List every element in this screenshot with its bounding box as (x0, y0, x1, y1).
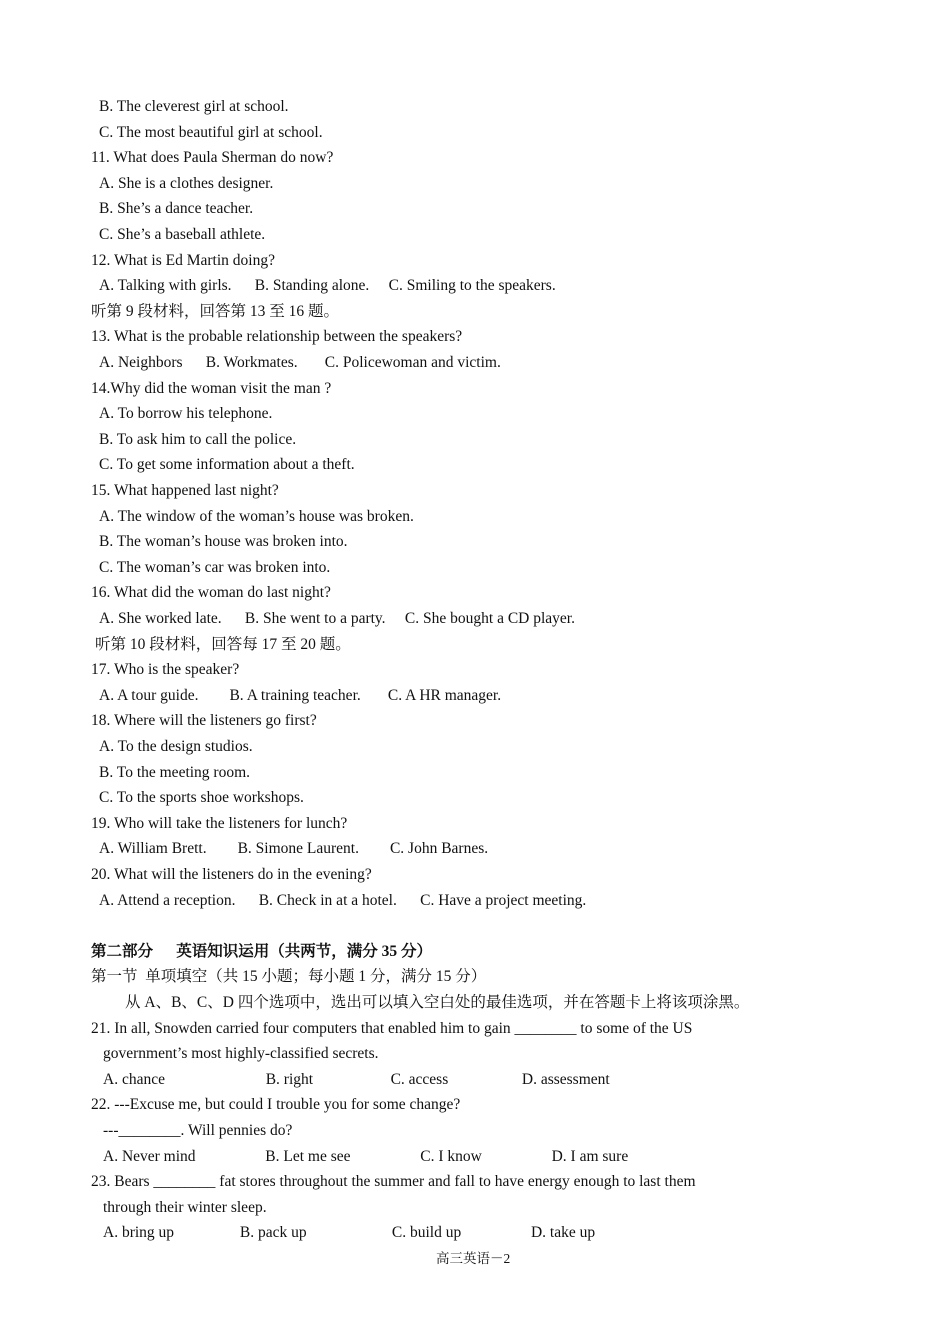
question-continuation: ---________. Will pennies do? (103, 1122, 293, 1139)
instruction-line: 从 A、B、C、D 四个选项中，选出可以填入空白处的最佳选项，并在答题卡上将该项涂黑。 (125, 994, 750, 1011)
option-line: C. To get some information about a theft. (99, 456, 355, 473)
option-line: A. chance B. right C. access D. assessment (103, 1071, 610, 1088)
option-line: A. She worked late. B. She went to a party. C. She bought a CD player. (99, 610, 575, 627)
option-line: C. The most beautiful girl at school. (99, 124, 323, 141)
section-heading: 第二部分 英语知识运用（共两节，满分 35 分） (91, 943, 433, 960)
option-line: A. Neighbors B. Workmates. C. Policewoman and victim. (99, 354, 501, 371)
option-line: A. She is a clothes designer. (99, 175, 274, 192)
option-line: B. The woman’s house was broken into. (99, 533, 348, 550)
question-line: 17. Who is the speaker? (91, 661, 240, 678)
question-line: 16. What did the woman do last night? (91, 584, 331, 601)
question-continuation: government’s most highly-classified secrets. (103, 1045, 379, 1062)
option-line: B. The cleverest girl at school. (99, 98, 289, 115)
option-line: A. Talking with girls. B. Standing alone. C. Smiling to the speakers. (99, 277, 556, 294)
option-line: A. To the design studios. (99, 738, 253, 755)
question-line: 13. What is the probable relationship between the speakers? (91, 328, 463, 345)
question-line: 19. Who will take the listeners for lunch? (91, 815, 348, 832)
option-line: A. Never mind B. Let me see C. I know D. I am sure (103, 1148, 629, 1165)
option-line: A. To borrow his telephone. (99, 405, 273, 422)
page-footer: 高三英语－2 (436, 1251, 511, 1266)
option-line: B. To the meeting room. (99, 764, 251, 781)
question-line: 22. ---Excuse me, but could I trouble you for some change? (91, 1096, 461, 1113)
subsection-heading: 第一节 单项填空（共 15 小题；每小题 1 分，满分 15 分） (91, 968, 487, 985)
option-line: C. She’s a baseball athlete. (99, 226, 266, 243)
question-line: 15. What happened last night? (91, 482, 279, 499)
option-line: A. bring up B. pack up C. build up D. take up (103, 1224, 596, 1241)
option-line: A. Attend a reception. B. Check in at a hotel. C. Have a project meeting. (99, 892, 587, 909)
option-line: A. The window of the woman’s house was broken. (99, 508, 414, 525)
option-line: A. A tour guide. B. A training teacher. C. A HR manager. (99, 687, 502, 704)
question-line: 18. Where will the listeners go first? (91, 712, 317, 729)
question-line: 12. What is Ed Martin doing? (91, 252, 275, 269)
question-line: 20. What will the listeners do in the evening? (91, 866, 372, 883)
question-line: 23. Bears ________ fat stores throughout the summer and fall to have energy enough to last them (91, 1173, 696, 1190)
option-line: A. William Brett. B. Simone Laurent. C. John Barnes. (99, 840, 489, 857)
instruction-line: 听第 10 段材料，回答每 17 至 20 题。 (95, 636, 351, 653)
option-line: B. She’s a dance teacher. (99, 200, 254, 217)
question-line: 21. In all, Snowden carried four computers that enabled him to gain ________ to some of the US (91, 1020, 693, 1037)
instruction-line: 听第 9 段材料，回答第 13 至 16 题。 (91, 303, 340, 320)
question-line: 14.Why did the woman visit the man ? (91, 380, 332, 397)
question-line: 11. What does Paula Sherman do now? (91, 149, 334, 166)
option-line: C. To the sports shoe workshops. (99, 789, 304, 806)
question-continuation: through their winter sleep. (103, 1199, 267, 1216)
option-line: C. The woman’s car was broken into. (99, 559, 331, 576)
option-line: B. To ask him to call the police. (99, 431, 297, 448)
